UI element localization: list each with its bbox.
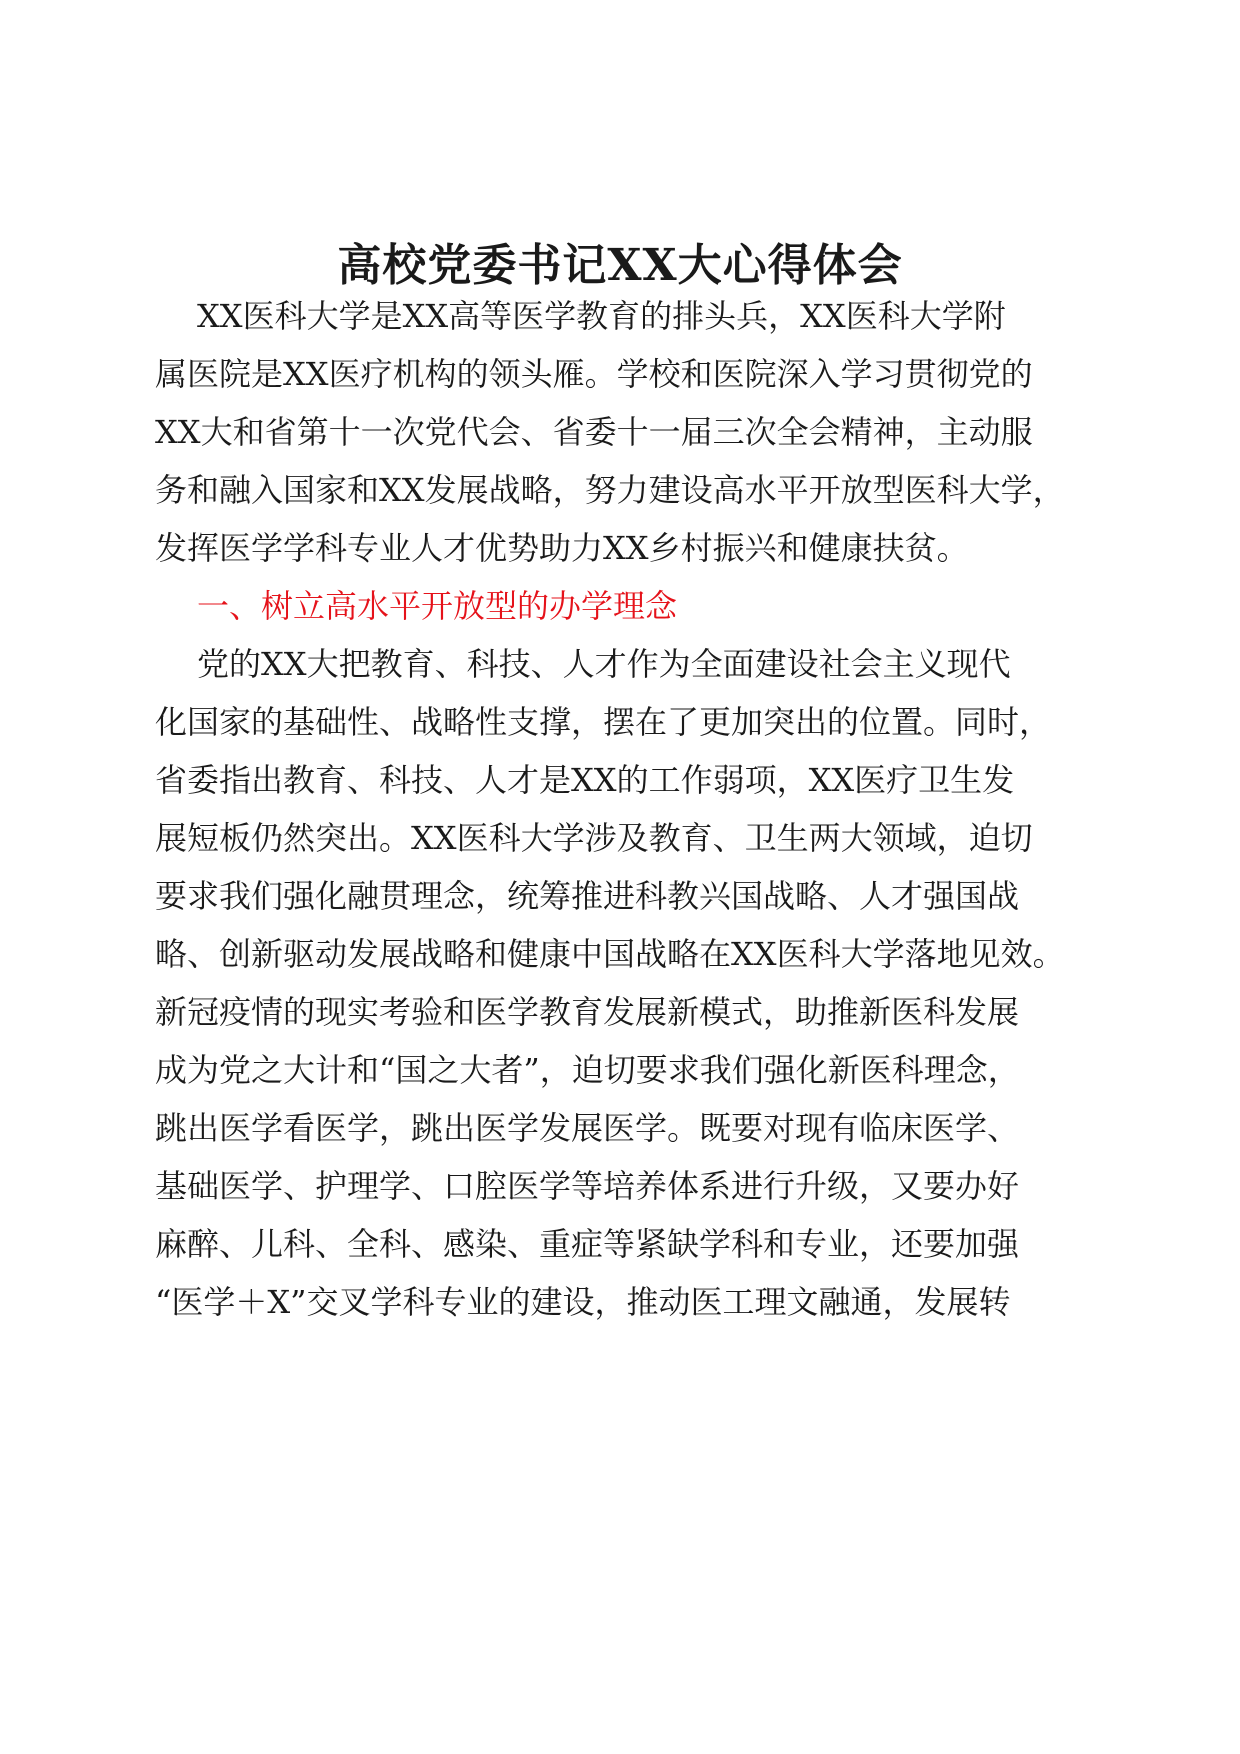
paragraph-line: 发挥医学学科专业人才优势助力XX乡村振兴和健康扶贫。 [155, 529, 969, 567]
section-heading: 一、树立高水平开放型的办学理念 [197, 587, 678, 625]
paragraph-line: 跳出医学看医学，跳出医学发展医学。既要对现有临床医学、 [155, 1109, 1020, 1147]
paragraph-line: 基础医学、护理学、口腔医学等培养体系进行升级，又要办好 [155, 1167, 1020, 1205]
paragraph-line: XX医科大学是XX高等医学教育的排头兵，XX医科大学附 [197, 297, 1006, 335]
paragraph-line: XX大和省第十一次党代会、省委十一届三次全会精神，主动服 [155, 413, 1033, 451]
paragraph-line: 麻醉、儿科、全科、感染、重症等紧缺学科和专业，还要加强 [155, 1225, 1020, 1263]
paragraph-line: 务和融入国家和XX发展战略，努力建设高水平开放型医科大学， [155, 471, 1065, 509]
paragraph-line: 展短板仍然突出。XX医科大学涉及教育、卫生两大领域，迫切 [155, 819, 1033, 857]
paragraph-line: 省委指出教育、科技、人才是XX的工作弱项，XX医疗卫生发 [155, 761, 1015, 799]
paragraph-line: 略、创新驱动发展战略和健康中国战略在XX医科大学落地见效。 [155, 935, 1065, 973]
paragraph-line: 党的XX大把教育、科技、人才作为全面建设社会主义现代 [197, 645, 1011, 683]
paragraph-line: 要求我们强化融贯理念，统筹推进科教兴国战略、人才强国战 [155, 877, 1020, 915]
document-title: 高校党委书记XX大心得体会 [337, 240, 903, 291]
paragraph-line: “医学＋X”交叉学科专业的建设，推动医工理文融通，发展转 [155, 1283, 1011, 1321]
paragraph-line: 属医院是XX医疗机构的领头雁。学校和医院深入学习贯彻党的 [155, 355, 1033, 393]
paragraph-line: 成为党之大计和“国之大者”，迫切要求我们强化新医科理念， [155, 1051, 1020, 1089]
paragraph-line: 新冠疫情的现实考验和医学教育发展新模式，助推新医科发展 [155, 993, 1020, 1031]
paragraph-line: 化国家的基础性、战略性支撑，摆在了更加突出的位置。同时， [155, 703, 1052, 741]
